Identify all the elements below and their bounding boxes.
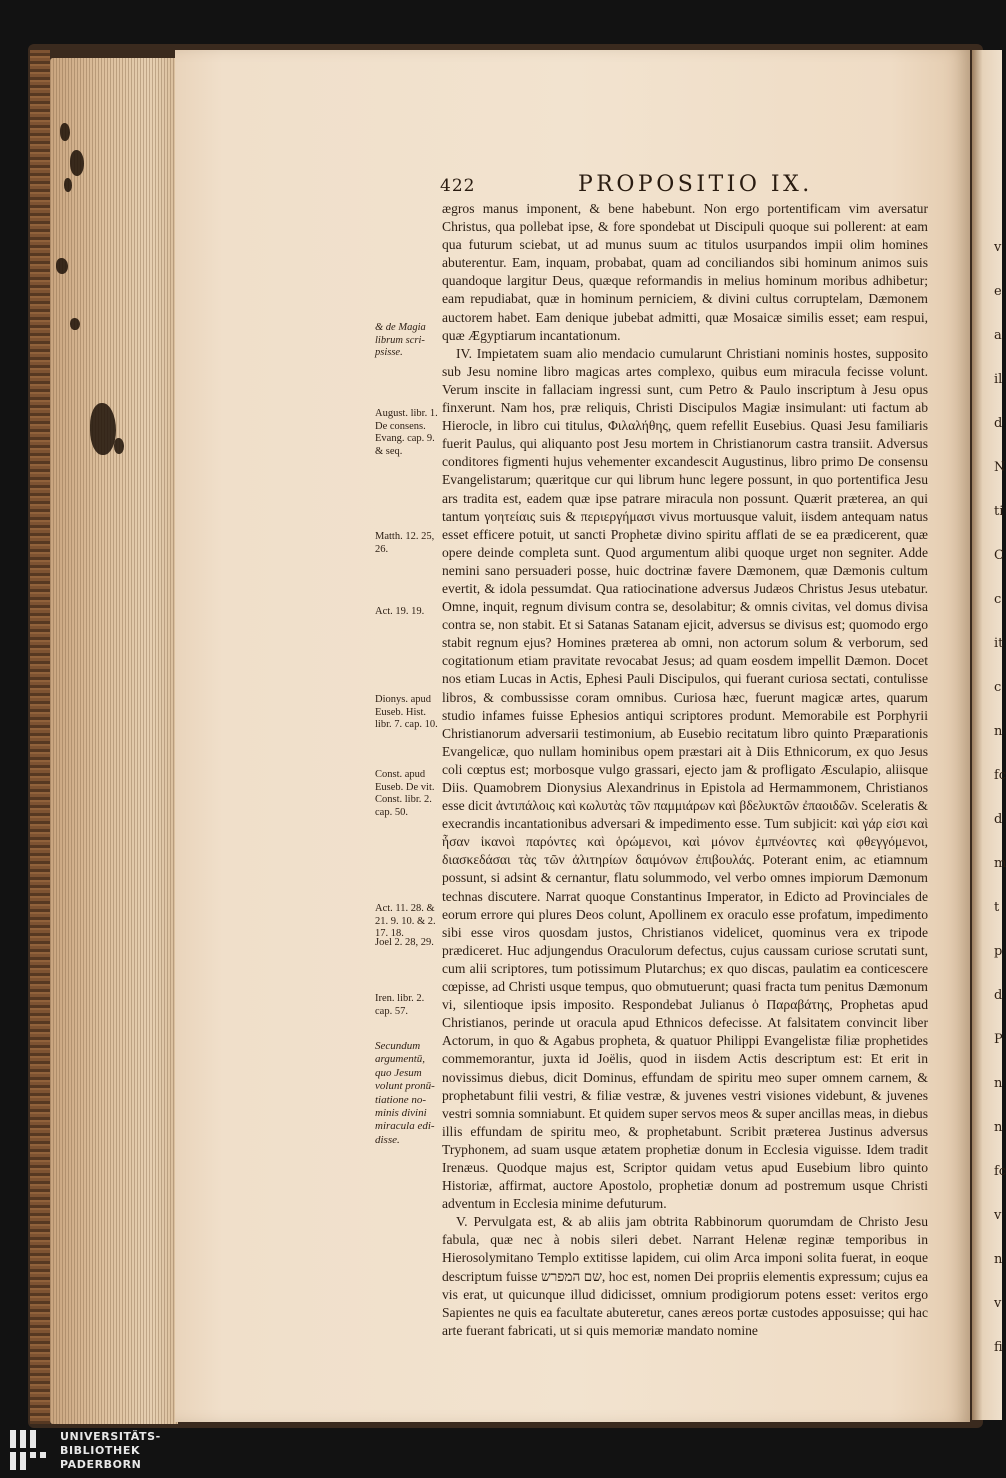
right-page-fragment: n — [994, 724, 1003, 739]
margin-note: Act. 19. 19. — [375, 606, 425, 617]
right-page-fragment: fc — [994, 1164, 1006, 1179]
right-page-fragment: c — [994, 680, 1002, 695]
right-page-fragment: c — [994, 592, 1002, 607]
right-page-fragment: il — [994, 372, 1003, 387]
margin-note: Const. apud Euseb. De vit. Const. libr. 2. cap. 50. — [375, 769, 435, 818]
body-text — [442, 200, 928, 1340]
right-page-fragment: ti — [994, 504, 1004, 519]
right-page-fragment: n — [994, 1252, 1003, 1267]
margin-note: Act. 11. 28. & 21. 9. 10. & 2. 17. 18. — [375, 903, 436, 940]
margin-note: Joel 2. 28, 29. — [375, 937, 434, 948]
right-page-fragment: v — [994, 240, 1002, 255]
margin-note: & de Magia librum scri-psisse. — [375, 322, 426, 359]
ink-stain — [70, 150, 84, 176]
right-page-fragment: P — [994, 1032, 1003, 1047]
right-page-fragment: n — [994, 1076, 1003, 1091]
right-page-sliver — [972, 50, 1006, 1420]
right-page-fragment: it — [994, 636, 1004, 651]
right-page-fragment: d — [994, 988, 1003, 1003]
library-logo — [8, 1428, 161, 1474]
right-page-fragment: e — [994, 284, 1002, 299]
right-page-fragment: d — [994, 812, 1003, 827]
ink-stain — [60, 123, 70, 141]
margin-note: Secundum argumentū, quo Jesum volunt pronū-tiatione no-minis divini miracula edi-disse. — [375, 1040, 435, 1146]
page-block-edges — [50, 58, 178, 1424]
margin-note: Dionys. apud Euseb. Hist. libr. 7. cap. 10. — [375, 694, 438, 731]
right-page-fragment: fi — [994, 1340, 1003, 1355]
logo-mark-icon — [10, 1430, 50, 1472]
right-page-fragment: v — [994, 1208, 1002, 1223]
right-page-fragment: fc — [994, 768, 1006, 783]
margin-note: August. libr. 1. De consens. Evang. cap. 9. & seq. — [375, 408, 438, 457]
right-page-fragment: m — [994, 856, 1006, 871]
paragraph: V. Pervulgata est, & ab aliis jam obtrita Rabbinorum quorumdam de Christo Jesu fabula, quæ nec à nobis sileri debet. Narrant Helenæ reginæ temporibus in Hierosolymitano Templo extitisse lapidem, cui olim Arca imponi solita fuerat, in eoque descriptum fuisse שם המפרש, hoc est, nomen Dei propriis elementis expressum; cujus ea vis erat, ut quicunque illud didicisset, omnium prodigiorum potens esset: veritos ergo Sapientes ne quis ea facultate abuteretur, canes æreos portæ custodes apposuisse; qui hac arte fuerant fabricati, ut si quis memoriæ mandato nomine — [442, 1214, 929, 1338]
right-page-fragment: t — [994, 900, 1000, 915]
logo-text — [60, 1430, 161, 1472]
page-number: 422 — [440, 176, 476, 196]
right-page-fragment: C — [994, 548, 1004, 563]
right-page-fragment: v — [994, 1296, 1002, 1311]
logo-line: BIBLIOTHEK — [60, 1444, 141, 1457]
ink-stain — [64, 178, 72, 192]
logo-line: PADERBORN — [60, 1458, 142, 1471]
ink-stain — [90, 403, 116, 455]
paragraph: IV. Impietatem suam alio mendacio cumularunt Christiani nominis hostes, supposito sub Jesu nomine libro magicas artes complexo, quibus eum miracula fecisse volunt. Verum inscite in fallaciam ingressi sunt, cum Petro & Paulo inscriptum à Jesu opus finxerunt. Nam hos, præ reliquis, Christi Discipulos Magiæ insimulant: uti factum ab Hierocle, in libro cui titulus, Φιλαλήθης, quem refellit Eusebius. Quasi Jesu familiaris fuerit Paulus, qui aliquanto post Jesu mortem in Christianorum castra transiit. Adversus conditores figmenti hujus vehementer excandescit Augustinus, libro primo De consensu Evangelistarum; quæritque cur qui librum hunc legere possunt, in quo portentifica Jesu ars tradita est, eadem quæ ipse patrare miracula non possunt. Quærit præterea, an qui tantum γοητείαις suis & περιεργήμασι vivus mortuusque valuit, iisdem antequam natus esset efficere potuit, ut sancti Prophetæ divino spiritu afflati de se ea prædicerent, quæ opere deinde completa sunt. Quod argumentum alibi quoque urget non segniter. Adde nemini sano persuaderi posse, huic doctrinæ favere Dæmonem, quæ Dæmonis cultum evertit, & idola pessumdat. Qua ratiocinatione adversus Judæos Christus Jesus utebatur. Omne, inquit, regnum divisum contra se, desolabitur; & omnis civitas, vel domus divisa contra se, non stabit. Et si Satanas Satanam ejicit, adversus se divisus est; quomodo ergo stabit regnum ejus? Homines præterea ab omni, non actorum solum & verborum, sed cogitationum etiam pravitate revocabat Jesus; ad quam eosdem impellit Dæmon. Docet nos etiam Lucas in Actis, Ephesi Pauli Discipulos, qui fuerant curiosa sectati, contulisse libros, & combussisse coram omnibus. Curiosa hæc, fuerunt magicæ artes, quarum studio infames fuisse Ephesios antiqui scriptores produnt. Memorabile est Porphyrii Christianorum adversarii testimonium, ab Eusebio recitatum libro quinto Præparationis Evangelicæ, quo nullam hominibus opem præstari ait à Diis Ethnicorum, ex quo Jesus coli cœptus est; morbosque vulgo grassari, ejecto jam & profligato Æsculapio, aliisque Diis. Quamobrem Dionysius Alexandrinus in Epistola ad Hermammonem, Christianos esse dicit ἀντιπάλοις καὶ κωλυτὰς τῶν παμμιάρων καὶ βδελυκτῶν ἐπαοιδῶν. Sceleratis & execrandis incantationibus adversari & impedimento esse. Tum subjicit: καὶ γάρ εἰσι καὶ ἦσαν ἱκανοὶ παρόντες καὶ ὁρώμενοι, καὶ μόνον ἐμπνέοντες καὶ φθεγγόμενοι, διασκεδάσαι τὰς τῶν ἀλιτηρίων δαιμόνων ἐπιβουλάς. Poterant enim, ac etiamnum possunt, si adsint & cernantur, flatu solummodo, vel verbo omnes impiorum Dæmonum technas discutere. Narrat quoque Constantinus Imperator, in Edicto ad Provinciales de eorum errore qui plures Deos colunt, Apollinem ex oraculo esse profatum, impedimento sibi esse viros quosdam justos, Christianos videlicet, quominus vera ex tripode prædiceret. Huc adjungendus Oraculorum defectus, cujus caussam curiose scrutati sunt, cum alii scriptores, tum potissimum Plutarchus; ex quo discas, paulatim ea conticescere cœpisse, ad Christi usque tempus, quo obmutuerunt; quasi fracta tum penitus Dæmonum vi, silentioque ipsis imposito. Respondebat Julianus ὁ Παραβάτης, Prophetas apud Christianos, perinde ut oracula apud Ethnicos defecisse. At falsitatem convincit liber Actorum, in quo & Agabus propheta, & quatuor Philippi Evangelistæ filiæ prophetides commemorantur, juxta id Joëlis, quod in iisdem Actis descriptum est: Et erit in novissimus diebus, dicit Dominus, effundam de spiritu meo super omnem carnem, & prophetabunt filii vestri, & filiæ vestræ, & juvenes vestri visiones videbunt, & juvenes vestri somnia somniabunt. Et quidem super servos meos & super ancillas meas, in diebus illis effundam de spiritu meo, & prophetabunt. Scribit præterea Justinus adversus Tryphonem, ad suam usque ætatem prophetiæ donum in Ecclesia viguisse. Idem tradit Irenæus. Quodque majus est, Scriptor quidam vetus apud Eusebium libro quinto Historiæ, affirmat, auctore Apostolo, prophetiæ donum ad postremum usque Christi adventum in Ecclesia minime defuturum. — [442, 345, 928, 1212]
margin-note: Iren. libr. 2. cap. 57. — [375, 993, 425, 1017]
paragraph: ægros manus imponent, & bene habebunt. Non ergo portentificam vim aversatur Christus, qua pollebat ipse, & fore spondebat ut Discipuli quoque sui pollerent: at eam qua futurum sciebat, ut ad munus suum ac titulos usurpandos impii olim homines abuterentur. Eam, inquam, probabat, quam ad conciliandos sibi hominum animos suis quandoque largitur Deus, quæque reformandis in melius hominum moribus adhibetur; eam repudiabat, quæ in hominum perniciem, & divini cultus corruptelam, Dæmonem auctorem habet. Eam denique jubebat admitti, quæ Mosaicæ similis esset; eam respui, quæ Ægyptiarum incantationum. — [442, 201, 928, 343]
right-page-fragment: N — [994, 460, 1006, 475]
logo-line: UNIVERSITÄTS- — [60, 1430, 161, 1443]
running-title: PROPOSITIO IX. — [578, 172, 813, 197]
decorated-headband — [30, 50, 50, 1424]
right-page-fragment: d — [994, 416, 1003, 431]
right-page-fragment: a — [994, 328, 1002, 343]
ink-stain — [56, 258, 68, 274]
right-page-fragment: p — [994, 944, 1003, 959]
margin-note: Matth. 12. 25, 26. — [375, 531, 435, 555]
ink-stain — [70, 318, 80, 330]
right-page-fragment: n — [994, 1120, 1003, 1135]
ink-stain — [114, 438, 124, 454]
